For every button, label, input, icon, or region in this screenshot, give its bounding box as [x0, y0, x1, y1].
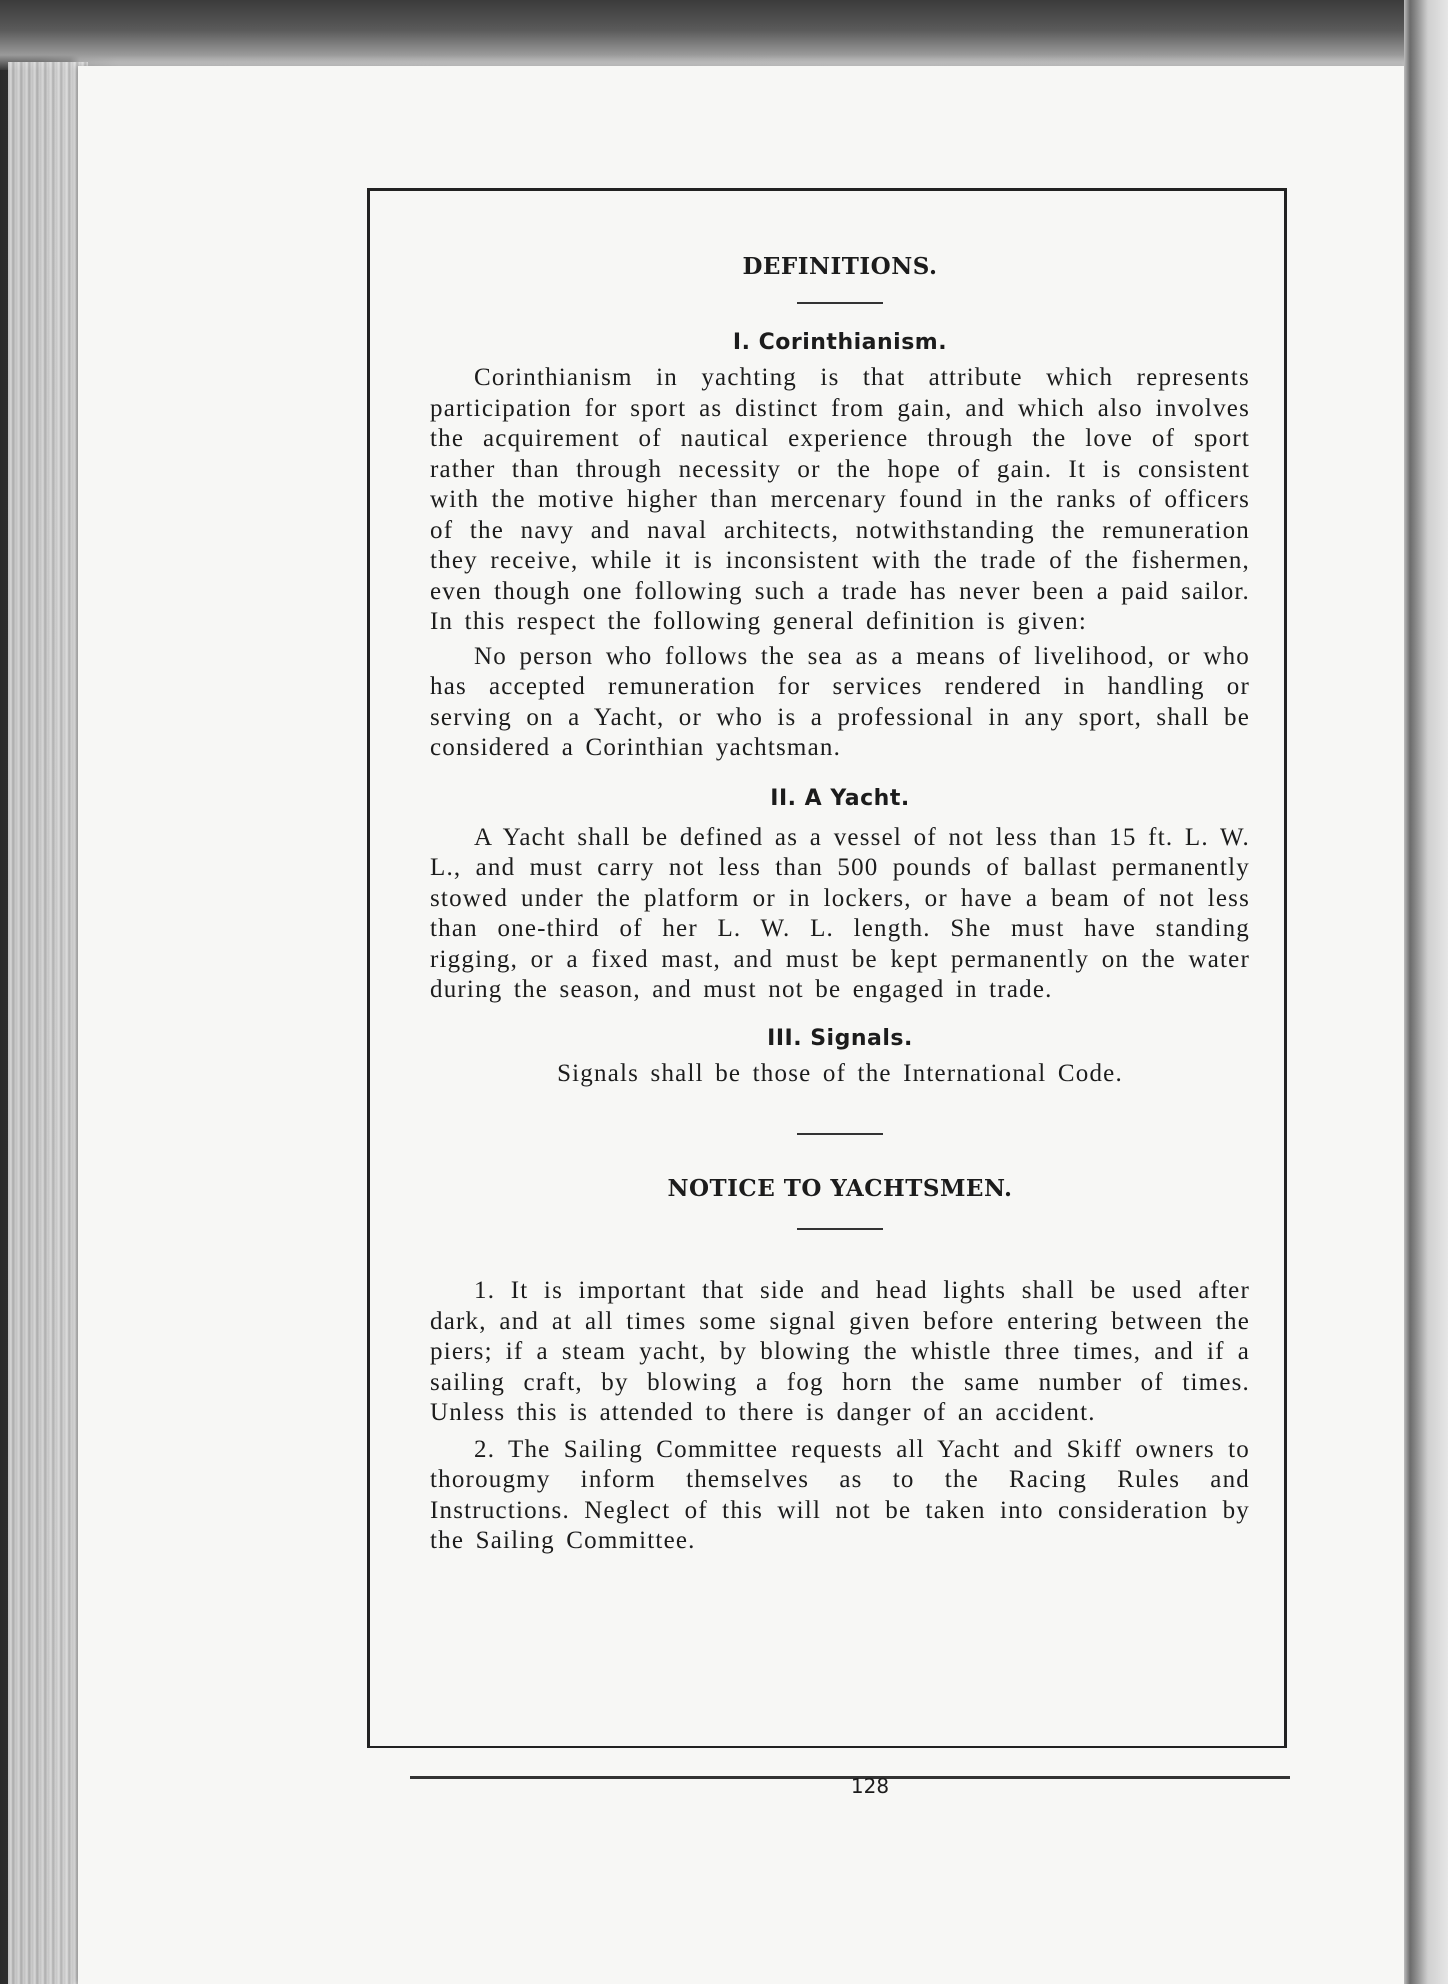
definitions-title: DEFINITIONS.	[742, 253, 938, 280]
section-heading-yacht: II. A Yacht.	[770, 785, 910, 811]
signals-paragraph: Signals shall be those of the International Code.	[557, 1059, 1123, 1087]
yacht-paragraph: A Yacht shall be defined as a vessel of not less than 15 ft. L. W. L., and must carry not less than 500 pounds of ballast permanently stowed under the platform or in lockers, or have a beam of not less than one-third of her L. W. L. length. She must have standing rigging, or a fixed mast, and must be kept permanently on the water during the season, and must not be engaged in trade.	[430, 823, 1250, 1003]
title-rule	[797, 302, 883, 304]
notice-title-rule	[797, 1228, 883, 1230]
section-heading-corinthianism: I. Corinthianism.	[732, 330, 948, 355]
section-divider-rule	[797, 1133, 883, 1135]
binding-shadow	[1404, 0, 1448, 1984]
notice-paragraph-2: 2. The Sailing Committee requests all Yacht and Skiff owners to thorougmy inform themselves as to the Racing Rules and Instructions. Neglect of this will not be taken into consideration by the Sailing Committee.	[430, 1435, 1250, 1554]
notice-paragraph-1: 1. It is important that side and head lights shall be used after dark, and at all times some signal given before entering between the piers; if a steam yacht, by blowing the whistle three times, and if a sailing craft, by blowing a fog horn the same number of times. Unless this is attended to there is danger of an accident.	[430, 1277, 1250, 1426]
page-content	[430, 253, 1250, 1557]
scan-top-edge	[0, 0, 1448, 70]
page-stack-edges	[8, 62, 88, 1984]
content-frame	[367, 188, 1287, 1748]
section-heading-signals: III. Signals.	[767, 1025, 913, 1051]
page-number: 128	[850, 1774, 890, 1798]
corinthianism-paragraph-2: No person who follows the sea as a means of livelihood, or who has accepted remuneration for services rendered in handling or serving on a Yacht, or who is a professional in any sport, shall be considered a Corinthian yachtsman.	[430, 642, 1250, 761]
notice-title: NOTICE TO YACHTSMEN.	[667, 1175, 1013, 1202]
corinthianism-paragraph-1: Corinthianism in yachting is that attribute which represents participation for sport as distinct from gain, and which also involves the acquirement of nautical experience through the love of sport rather than through necessity or the hope of gain. It is consistent with the motive higher than mercenary found in the ranks of officers of the navy and naval architects, notwithstanding the remuneration they receive, while it is inconsistent with the trade of the fishermen, even though one following such a trade has never been a paid sailor. In this respect the following general definition is given:	[430, 364, 1250, 635]
